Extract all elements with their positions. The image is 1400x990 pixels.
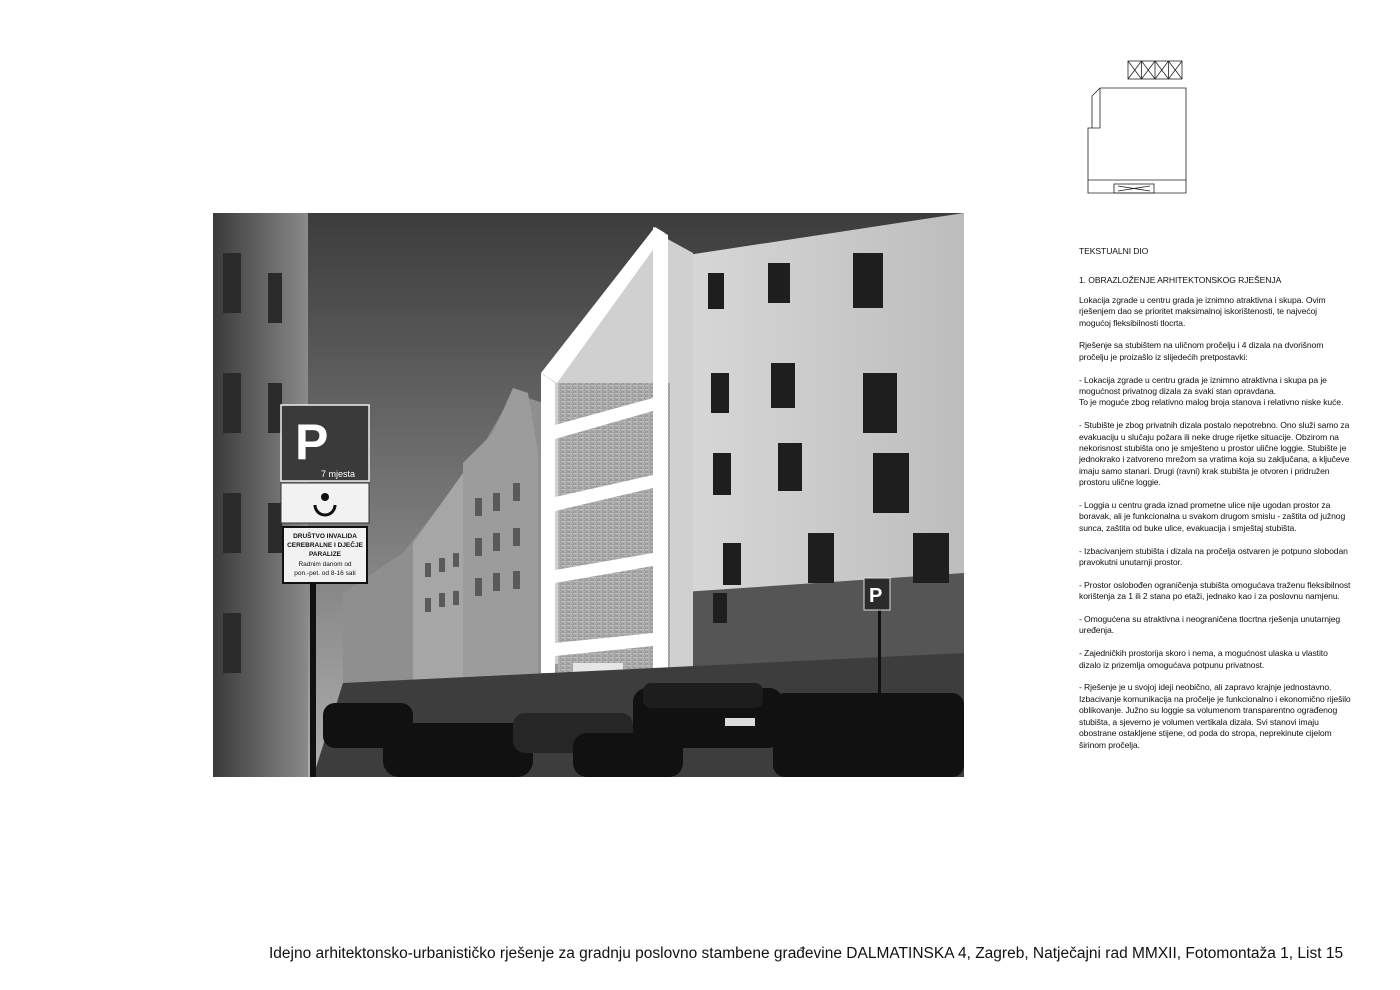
parking-sign-letter: P <box>295 414 329 470</box>
svg-text:PARALIZE: PARALIZE <box>308 551 342 558</box>
text-column <box>1079 246 1351 762</box>
notice-sign <box>283 527 367 583</box>
disability-sign <box>281 483 369 523</box>
parking-sign <box>281 405 369 481</box>
photomontage-image <box>213 213 964 777</box>
paragraph: Rješenje sa stubištem na uličnom pročelju i 4 dizala na dvorišnom pročelju je proizašlo iz slijedećih pretpostavki: <box>1079 340 1324 362</box>
svg-text:P: P <box>869 585 883 607</box>
section-title: 1. OBRAZLOŽENJE ARHITEKTONSKOG RJEŠENJA <box>1079 275 1282 286</box>
floor-plan-icon <box>1078 60 1188 200</box>
svg-text:pon.-pet. od 8-16 sati: pon.-pet. od 8-16 sati <box>294 570 356 577</box>
paragraph: - Prostor oslobođen ograničenja stubišta omogućava traženu fleksibilnost korištenja za 1 ili 2 stana po etaži, jednako kao i za poslovnu namjenu. <box>1079 579 1351 602</box>
paragraph: - Loggia u centru grada iznad prometne ulice nije ugodan prostor za boravak, ali je funkcionalna u svakom drugom smislu - zaštita od južnog sunca, zaštita od buke ulice, evakuacija i smještaj stubišta. <box>1079 500 1346 533</box>
paragraph: - Rješenje je u svojoj ideji neobično, ali zapravo krajnje jednostavno. Izbacivanje komunikacija na pročelje je funkcionalno i ekonomično riješilo oblikovanje. Južno su loggie sa volumenom transparentno ograđenog stubišta, a sjeverno je volumen vertikala dizala. Svi stanovi imaju obostrane ostakljene stijene, od poda do stropa, neprekinute cijelom širinom pročelja. <box>1079 682 1351 750</box>
paragraph: - Stubište je zbog privatnih dizala postalo nepotrebno. Ono služi samo za evakuaciju u slučaju požara ili neke druge rijetke situacije. Obzirom na nekorisnost stubišta ono je smješteno u prostor ulične loggie. Stubište je jednokrako i zatvoreno mrežom sa vratima koja su zaključana, a ključeve imaju samo stanari. Drugi (ravni) krak stubišta je otvoren i pridružen prostoru ulične loggie. <box>1079 420 1350 488</box>
text-heading: TEKSTUALNI DIO <box>1079 246 1149 256</box>
paragraph: - Omogućena su atraktivna i neograničena tlocrtna rješenja unutarnjeg uređenja. <box>1079 614 1341 636</box>
second-parking-sign <box>864 578 890 610</box>
sheet-caption: Idejno arhitektonsko-urbanističko rješenje za gradnju poslovno stambene građevine DALMATINSKA 4, Zagreb, Natječajni rad MMXII, Fotomontaža 1, List 15 <box>269 945 1344 962</box>
paragraph: - Lokacija zgrade u centru grada je iznimno atraktivna i skupa pa je mogućnost privatnog dizala za svaki stan opravdana. To je moguće zbog relativno malog broja stanova i relativno niske kuće. <box>1079 374 1344 408</box>
svg-text:DRUŠTVO INVALIDA: DRUŠTVO INVALIDA <box>293 533 357 540</box>
svg-text:CEREBRALNE I DJEČJE: CEREBRALNE I DJEČJE <box>287 542 363 549</box>
paragraph: - Izbacivanjem stubišta i dizala na pročelja ostvaren je potpuno slobodan pravokutni unutarnji prostor. <box>1079 545 1348 568</box>
paragraph: - Zajedničkih prostorija skoro i nema, a mogućnost ulaska u vlastito dizalo iz prizemlja omogućava potpunu privatnost. <box>1079 648 1328 670</box>
parking-places-label: 7 mjesta <box>321 469 356 479</box>
svg-text:Radnim danom od: Radnim danom od <box>298 561 352 568</box>
paragraph: Lokacija zgrade u centru grada je iznimno atraktivna i skupa. Ovim rješenjem dao se prioritet maksimalnoj iskorištenosti, te najvećoj mogućoj fleksibilnosti tlocrta. <box>1079 294 1326 328</box>
